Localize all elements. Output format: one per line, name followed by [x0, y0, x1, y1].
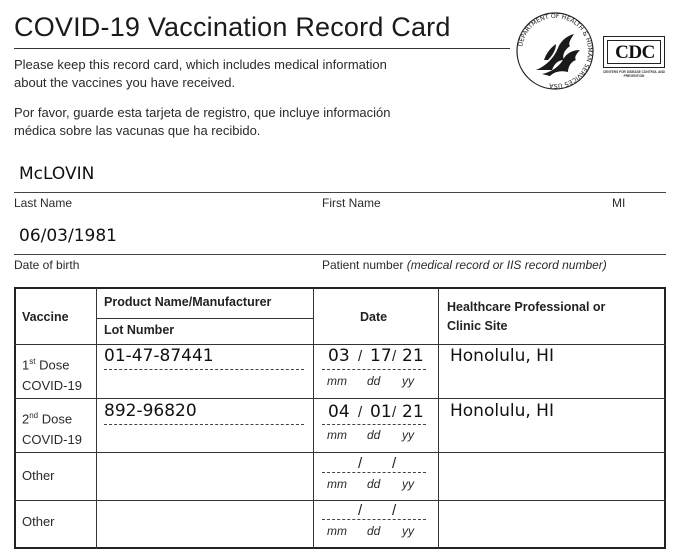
dd-label: dd — [367, 374, 381, 388]
header-product: Product Name/Manufacturer — [104, 295, 272, 309]
mm-label: mm — [327, 477, 347, 491]
card-title: COVID-19 Vaccination Record Card — [14, 12, 451, 42]
patient-number-hint: (medical record or IIS record number) — [406, 258, 607, 272]
table-row-2-dose — [22, 405, 82, 450]
table-row-1-month: 03 — [328, 346, 350, 366]
dose-number: 1 — [22, 357, 30, 373]
cdc-logo-subtext: CENTERS FOR DISEASE CONTROL AND PREVENTION — [603, 70, 665, 78]
table-row-1-year: 21 — [402, 346, 424, 366]
intro-spanish — [14, 104, 484, 140]
dose-word: Dose — [39, 357, 70, 373]
table-row-1-site: Honolulu, HI — [450, 346, 554, 366]
cdc-logo-text: CDC — [615, 42, 655, 63]
mm-label: mm — [327, 524, 347, 538]
intro-spanish-line1: Por favor, guarde esta tarjeta de registro, que incluye información — [14, 105, 391, 120]
dose-ordinal: nd — [29, 411, 39, 420]
date-slash: / — [358, 502, 363, 519]
header-vaccine: Vaccine — [22, 310, 69, 324]
table-row-1-dose — [22, 351, 82, 396]
intro-english — [14, 56, 484, 92]
header-date: Date — [360, 310, 388, 324]
table-row-2-month: 04 — [328, 402, 350, 422]
table-row-4-label: Other — [22, 514, 55, 529]
yy-label: yy — [402, 428, 414, 442]
header-site-line1: Healthcare Professional or — [447, 300, 606, 314]
dose-ordinal: st — [29, 357, 36, 366]
last-name-label: Last Name — [14, 196, 73, 210]
date-slash: / — [392, 348, 397, 365]
date-slash: / — [358, 455, 363, 472]
patient-number-label — [322, 258, 607, 272]
dose-number: 2 — [22, 411, 30, 427]
date-slash: / — [392, 502, 397, 519]
yy-label: yy — [402, 524, 414, 538]
dob-label: Date of birth — [14, 258, 80, 272]
table-row-2-day: 01 — [370, 402, 392, 422]
vaccine-name: COVID-19 — [22, 378, 82, 394]
intro-english-line1: Please keep this record card, which includes medical information — [14, 57, 387, 72]
cdc-logo — [603, 36, 665, 80]
header-lot-number: Lot Number — [104, 323, 175, 337]
intro-spanish-line2: médica sobre las vacunas que ha recibido. — [14, 123, 261, 138]
dd-label: dd — [367, 477, 381, 491]
dose-word: Dose — [41, 411, 73, 427]
first-name-label: First Name — [322, 196, 381, 210]
date-slash: / — [358, 348, 363, 365]
name-line — [14, 192, 666, 193]
hhs-seal-icon — [514, 10, 596, 92]
title-underline — [14, 48, 510, 49]
vaccine-name: COVID-19 — [22, 432, 82, 448]
mm-label: mm — [327, 428, 347, 442]
mm-label: mm — [327, 374, 347, 388]
dd-label: dd — [367, 428, 381, 442]
yy-label: yy — [402, 374, 414, 388]
table-row-3-label: Other — [22, 468, 55, 483]
yy-label: yy — [402, 477, 414, 491]
table-row-2-site: Honolulu, HI — [450, 401, 554, 421]
patient-number-label-text: Patient number — [322, 258, 404, 272]
table-row-1-lot: 01-47-87441 — [104, 346, 214, 366]
table-row-2-lot: 892-96820 — [104, 401, 197, 421]
dd-label: dd — [367, 524, 381, 538]
mi-label: MI — [612, 196, 626, 210]
date-slash: / — [358, 404, 363, 421]
table-row-1-day: 17 — [370, 346, 392, 366]
header-site-line2: Clinic Site — [447, 319, 508, 333]
table-row-2-year: 21 — [402, 402, 424, 422]
intro-english-line2: about the vaccines you have received. — [14, 75, 236, 90]
date-slash: / — [392, 404, 397, 421]
date-slash: / — [392, 455, 397, 472]
last-name-value: McLOVIN — [19, 164, 95, 184]
hhs-seal-text: DEPARTMENT OF HEALTH & HUMAN SERVICES USA — [517, 12, 594, 90]
dob-value: 06/03/1981 — [19, 226, 117, 246]
dob-line — [14, 254, 666, 255]
